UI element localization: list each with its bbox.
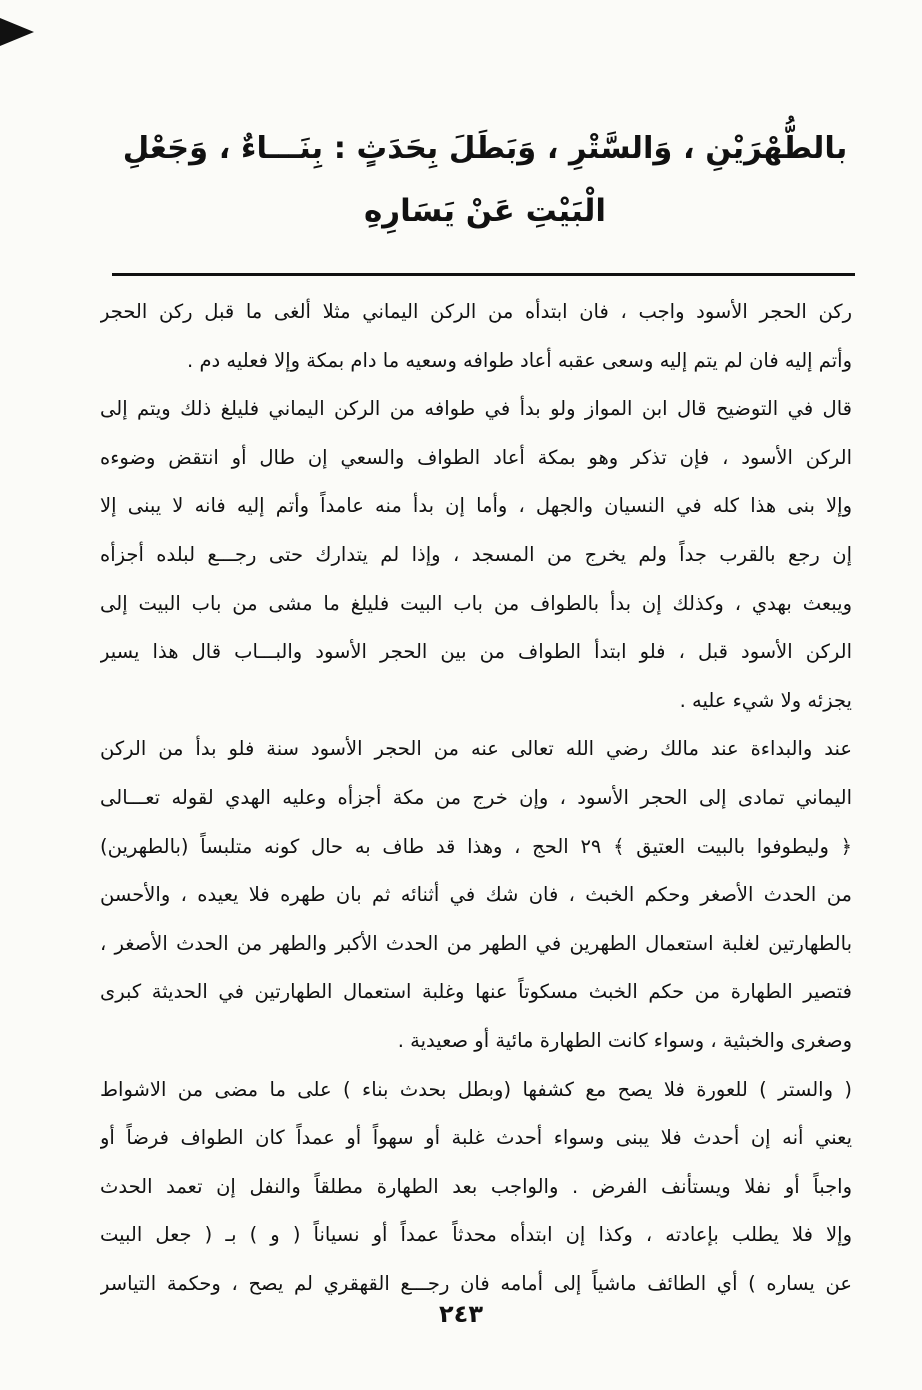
text-line: ويبعث بهدي ، وكذلك إن بدأ بالطواف من باب البيت فليلغ ما مشى من باب البيت إلى (100, 591, 852, 615)
text-line: وإلا فلا يطلب بإعادته ، وكذا إن ابتدأه محدثاً عمداً أو نسياناً ( و ) بـ ( جعل البيت (100, 1223, 852, 1247)
text-line: ركن الحجر الأسود واجب ، فان ابتدأه من الركن اليماني مثلا ألغى ما قبل ركن الحجر (100, 300, 852, 323)
text-line: يعني أنه إن أحدث فلا يبنى وسواء أحدث غلبة أو سهواً أو عمداً كان الطواف فرضاً أو (100, 1126, 852, 1150)
commentary-text (100, 288, 852, 1308)
text-line: ( والستر ) للعورة فلا يصح مع كشفها (وبطل بحدث بناء ) على ما مضى من الاشواط (100, 1077, 852, 1101)
text-line: ﴿ وليطوفوا بالبيت العتيق ﴾ ٢٩ الحج ، وهذا قد طاف به حال كونه متلبساً (بالطهرين) (100, 834, 852, 858)
text-line: وصغرى والخبثية ، وسواء كانت الطهارة مائية أو صعيدية . (397, 1028, 852, 1052)
text-line: الركن الأسود قبل ، فلو ابتدأ الطواف من بين الحجر الأسود والبـــاب قال هذا يسير (100, 640, 852, 664)
text-line: واجباً أو نفلا ويستأنف الفرض . والواجب بعد الطهارة مطلقاً والنفل إن تعمد الحدث (100, 1174, 852, 1198)
verse-heading-line-1: بالطُّهْرَيْنِ ، وَالسَّتْرِ ، وَبَطَلَ بِحَدَثٍ : بِنَـــاءٌ ، وَجَعْلِ (122, 131, 848, 166)
text-line: بالطهارتين لغلبة استعمال الطهرين في الطهر من الحدث الأكبر والطهر من الحدث الأصغر ، (100, 931, 852, 955)
verse-heading (120, 118, 850, 242)
text-line: يجزئه ولا شيء عليه . (679, 688, 852, 712)
verse-heading-line-2: الْبَيْتِ عَنْ يَسَارِهِ (363, 193, 607, 229)
corner-mark (0, 18, 34, 46)
text-line: قال في التوضيح قال ابن المواز ولو بدأ في طوافه من الركن اليماني فليلغ ذلك ويتم إلى (100, 397, 852, 421)
page-number: ٢٤٣ (439, 1300, 483, 1328)
text-line: اليماني تمادى إلى الحجر الأسود ، وإن خرج من مكة أجزأه وعليه الهدي لقوله تعـــالى (100, 785, 852, 809)
text-line: من الحدث الأصغر وحكم الخبث ، فان شك في أثنائه ثم بان طهره فلا يعيده ، والأحسن (100, 883, 852, 907)
text-line: عن يساره ) أي الطائف ماشياً إلى أمامه فان رجـــع القهقري لم يصح ، وحكمة التياسر (100, 1271, 852, 1295)
text-line: عند والبداءة عند مالك رضي الله تعالى عنه من الحجر الأسود سنة فلو بدأ من الركن (100, 737, 852, 761)
text-line: وأتم إليه فان لم يتم إليه وسعى عقبه أعاد طوافه وسعيه ما دام بمكة وإلا فعليه دم . (187, 348, 852, 372)
text-line: إن رجع بالقرب جداً ولم يخرج من المسجد ، وإذا لم يتدارك حتى رجـــع لبلده أجزأه (100, 542, 852, 566)
text-line: فتصير الطهارة من حكم الخبث مسكوتاً عنها وغلبة استعمال الطهارتين في الحديثة كبرى (100, 980, 852, 1004)
text-line: وإلا بنى هذا كله في النسيان والجهل ، وأما إن بدأ منه عامداً وأتم إليه فانه لا يبنى إلا (100, 494, 852, 518)
text-line: الركن الأسود ، فإن تذكر وهو بمكة أعاد الطواف والسعي إن طال أو انتقض وضوءه (100, 445, 852, 469)
heading-divider (112, 273, 855, 276)
